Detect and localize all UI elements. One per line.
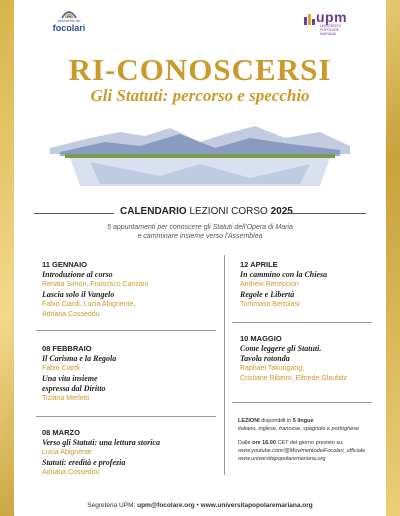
upm-logo-text: upm	[316, 9, 348, 25]
lesson-speaker: Fabio Ciardi	[42, 365, 80, 372]
lessons-info	[238, 417, 378, 463]
lesson-speaker: Cristiane Ribeiro, Elfriede Glaubitz	[240, 375, 347, 382]
poster-page	[14, 0, 386, 516]
lesson-speaker: Tommaso Bertolasi	[240, 301, 300, 308]
lesson-topic: Lascia solo il Vangelo	[42, 290, 115, 299]
calendar-intro	[14, 223, 386, 241]
intro-line-2: e camminare insieme verso l'Assemblea	[137, 233, 263, 240]
footer-label: Segreteria UPM:	[87, 502, 136, 509]
page-subtitle: Gli Statuti: percorso e specchio	[90, 86, 310, 105]
divider-feb	[36, 416, 216, 417]
lesson-may	[240, 334, 347, 384]
info-language-list: italiano, inglese, francese, spagnolo e portoghese	[238, 426, 360, 432]
focolari-logo-icon	[60, 6, 78, 20]
calendar-heading	[34, 206, 366, 220]
footer-separator: •	[196, 502, 199, 509]
divider-may	[232, 402, 372, 403]
footer-email-link[interactable]: upm@focolare.org	[137, 502, 195, 509]
page-title: RI-CONOSCERSI	[68, 52, 332, 87]
lesson-topic: Il Carisma e la Regola	[42, 354, 117, 363]
lesson-date: 11 GENNAIO	[42, 260, 88, 269]
logo-left-small: movimento dei	[57, 19, 81, 23]
lesson-topic: espressa dal Diritto	[42, 384, 106, 393]
upm-logo-icon	[304, 13, 316, 25]
info-lingue: 5 lingue	[292, 418, 314, 424]
heading-bold: CALENDARIO	[120, 206, 187, 217]
upm-logo	[302, 9, 352, 36]
intro-line-1: 5 appuntamenti per conoscere gli Statuti dell'Opera di Maria	[107, 224, 293, 231]
lesson-speaker: Raphael Takougang,	[240, 365, 305, 372]
footer	[14, 502, 386, 509]
watercolor-landscape	[50, 120, 350, 190]
lesson-speaker: Adriana Cosseddu	[42, 469, 100, 476]
divider-apr	[232, 322, 372, 323]
heading-year: 2025	[270, 206, 293, 217]
youtube-link[interactable]: www.youtube.com/@MovimentodeiFocolari_ufficiale	[238, 448, 366, 454]
university-link[interactable]: www.universitapopolaremariana.org	[238, 456, 326, 462]
logo-left-big: focolari	[52, 22, 86, 33]
footer-site-link[interactable]: www.universitapopolaremariana.org	[200, 502, 313, 509]
info-lezioni-text: disponibili in	[261, 418, 292, 424]
lesson-topic: Una vita insieme	[42, 374, 98, 383]
lesson-topic: Introduzione al corso	[42, 270, 113, 279]
info-time-line: Dalle ore 16.00 CET del giorno previsto su:	[238, 440, 344, 446]
info-time: ore 16.00	[252, 440, 276, 446]
lesson-april	[240, 260, 327, 310]
lesson-speaker: Tiziana Merletti	[42, 395, 90, 402]
heading-rule-left	[34, 213, 114, 214]
lesson-topic: Statuti: eredità e profezia	[42, 458, 126, 467]
lesson-topic: Regole e Libertà	[240, 290, 295, 299]
lesson-topic: Tavola rotonda	[240, 354, 290, 363]
lesson-january	[42, 260, 148, 320]
lesson-topic: Verso gli Statuti: una lettura storica	[42, 438, 161, 447]
lesson-date: 08 FEBBRAIO	[42, 344, 92, 353]
lesson-date: 08 MARZO	[42, 428, 80, 437]
calendar-heading-text	[120, 206, 293, 217]
lesson-speaker: Renata Simon, Francisco Canzani	[42, 281, 149, 288]
focolari-logo	[44, 6, 94, 33]
column-divider	[224, 255, 225, 475]
heading-rule-right	[286, 213, 366, 214]
lesson-march	[42, 428, 160, 478]
lesson-topic: In cammino con la Chiesa	[240, 270, 328, 279]
lesson-topic: Come leggere gli Statuti.	[240, 344, 322, 353]
info-lezioni-label: LEZIONI	[238, 418, 260, 424]
lesson-date: 12 APRILE	[240, 260, 278, 269]
lesson-speaker: Adriana Cosseddu	[42, 311, 100, 318]
upm-logo-sub: UNIVERSITÀ POPOLARE MARIANA	[320, 24, 342, 36]
lesson-speaker: Fabio Ciardi, Lucia Abignente,	[42, 301, 136, 308]
divider-jan	[36, 330, 216, 331]
lesson-date: 10 MAGGIO	[240, 334, 282, 343]
info-languages-line	[238, 417, 378, 425]
lesson-february	[42, 344, 116, 404]
lesson-speaker: Andrew Recepcion	[240, 281, 299, 288]
lesson-speaker: Lucia Abignente	[42, 449, 92, 456]
heading-mid: LEZIONI CORSO	[189, 206, 268, 217]
